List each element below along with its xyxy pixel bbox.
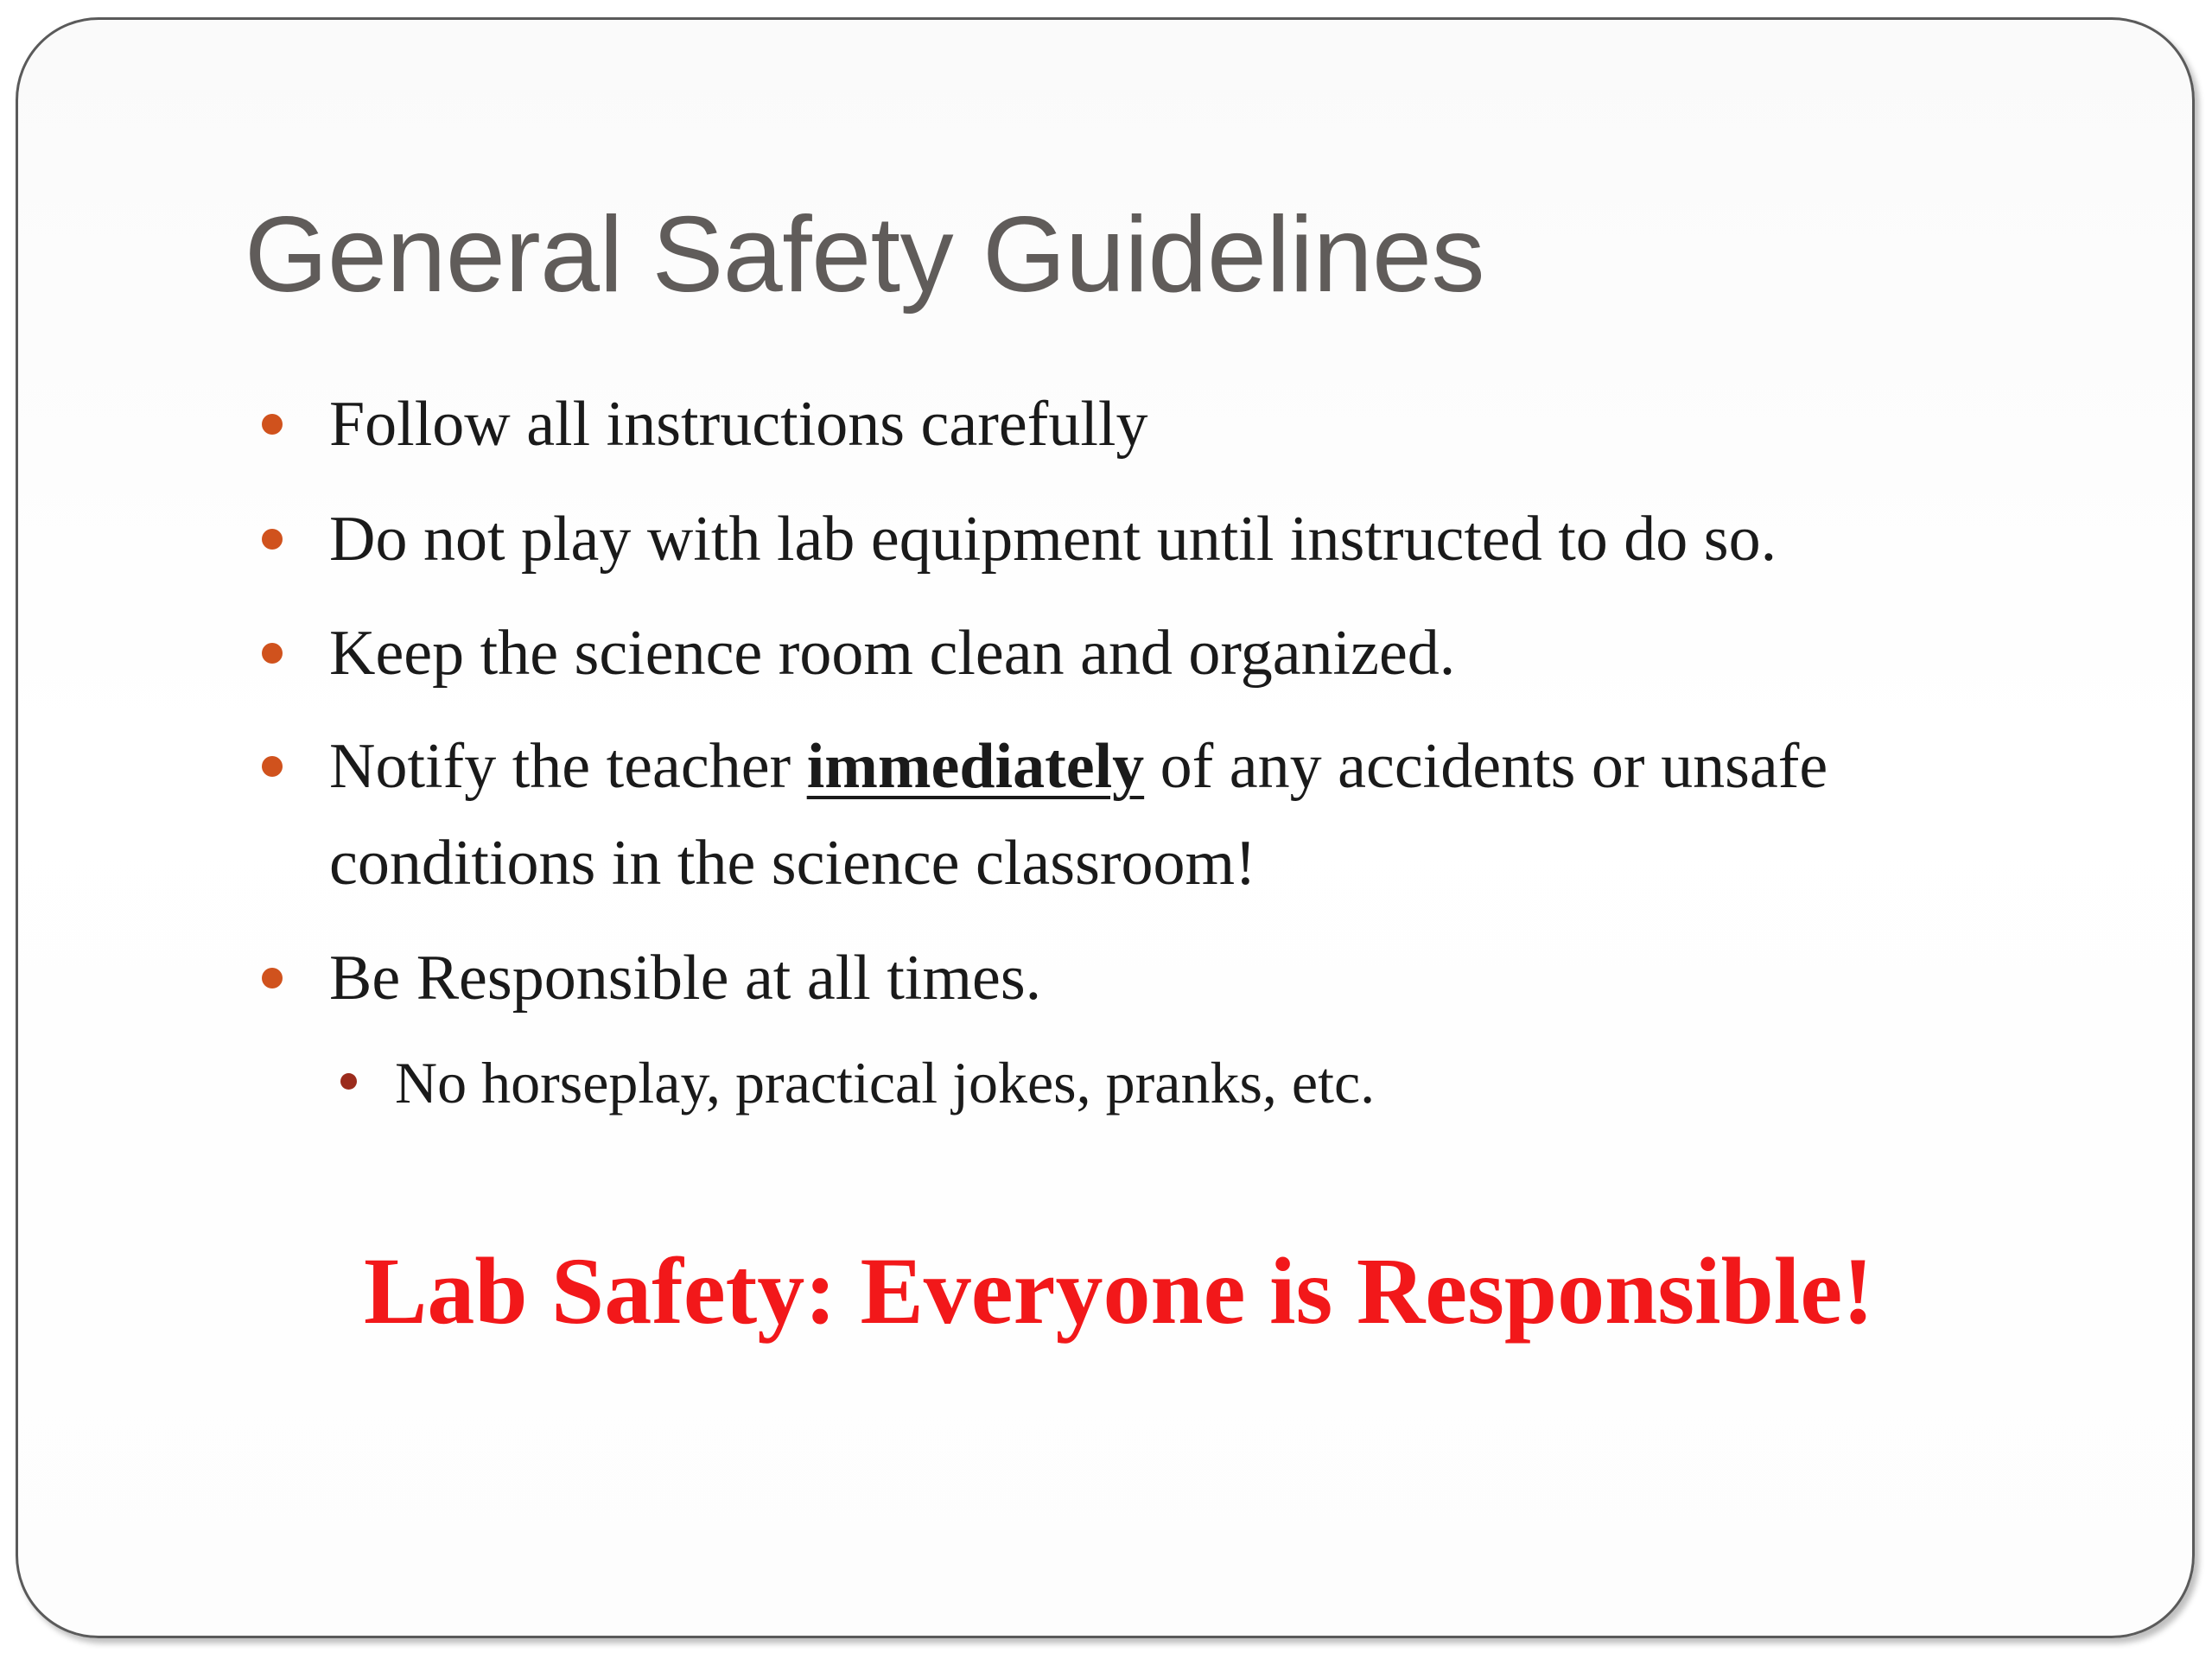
bullet-text bbox=[329, 718, 1827, 912]
bullet-text: Follow all instructions carefully bbox=[329, 389, 1148, 460]
small-round-bullet-icon bbox=[340, 1073, 357, 1090]
round-bullet-icon bbox=[262, 968, 283, 988]
round-bullet-icon bbox=[262, 414, 283, 435]
safety-callout: Lab Safety: Everyone is Responsible! bbox=[364, 1238, 1874, 1344]
bullet-text-before: Notify the teacher bbox=[329, 731, 807, 802]
sub-bullet-text: No horseplay, practical jokes, pranks, etc. bbox=[395, 1050, 1376, 1116]
slide-frame bbox=[16, 17, 2195, 1638]
bullet-text-after: of any accidents or unsafe bbox=[1144, 731, 1828, 802]
emphasis-text: immediately bbox=[806, 731, 1145, 802]
slide-title: General Safety Guidelines bbox=[245, 195, 1484, 315]
bullet-text-line2: conditions in the science classroom! bbox=[329, 828, 1256, 899]
bullet-text: Do not play with lab equipment until instructed to do so. bbox=[329, 504, 1777, 575]
bullet-text: Keep the science room clean and organized. bbox=[329, 618, 1456, 689]
round-bullet-icon bbox=[262, 756, 283, 777]
bullet-text: Be Responsible at all times. bbox=[329, 943, 1042, 1014]
round-bullet-icon bbox=[262, 529, 283, 550]
round-bullet-icon bbox=[262, 643, 283, 664]
